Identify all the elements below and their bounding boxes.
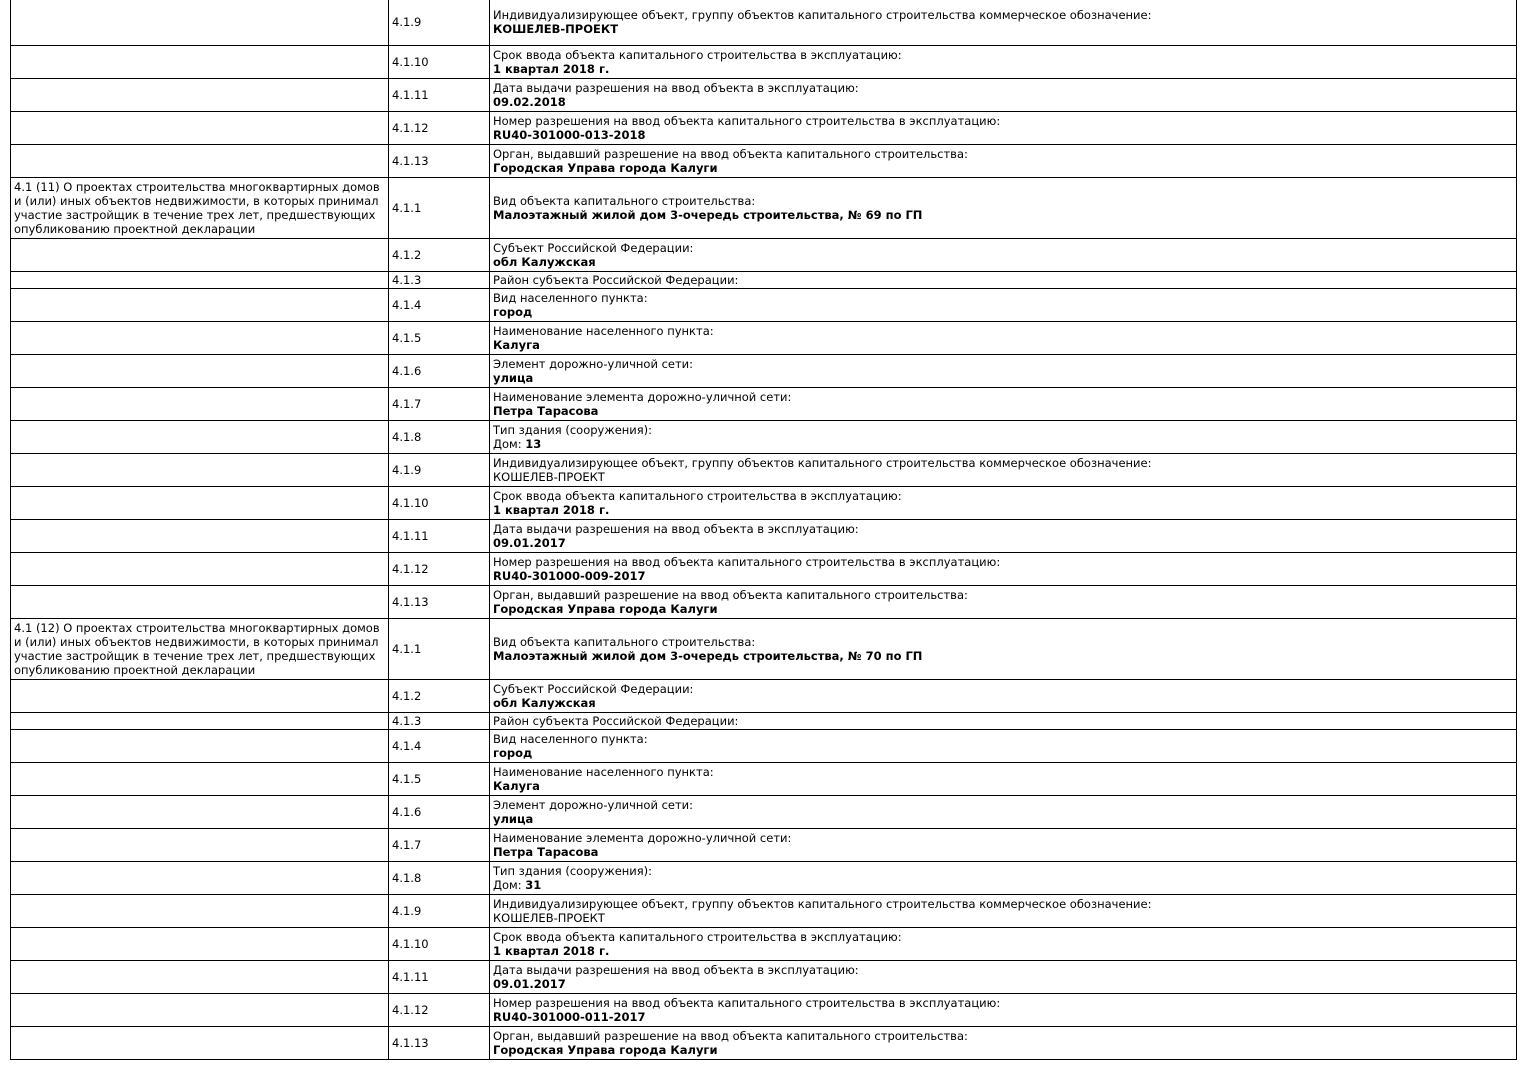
item-code-cell: 4.1.13 <box>389 1026 490 1059</box>
field-value-text: Малоэтажный жилой дом 3-очередь строительства, № 70 по ГП <box>493 648 923 663</box>
table-row <box>11 177 1517 238</box>
section-description-cell <box>11 993 389 1026</box>
table-row <box>11 1026 1517 1059</box>
field-cell <box>490 1026 1517 1059</box>
field-cell <box>490 519 1517 552</box>
table-row <box>11 78 1517 111</box>
item-code-cell: 4.1.13 <box>389 585 490 618</box>
field-value-prefix: Дом: <box>493 436 526 451</box>
field-value <box>493 161 1513 175</box>
table-row <box>11 271 1517 288</box>
item-code-cell: 4.1.4 <box>389 288 490 321</box>
field-value <box>493 746 1513 760</box>
table-row <box>11 618 1517 679</box>
item-code-cell: 4.1.10 <box>389 45 490 78</box>
field-value-text: улица <box>493 370 534 385</box>
field-label: Элемент дорожно-уличной сети: <box>493 797 694 812</box>
field-value-text: 1 квартал 2018 г. <box>493 502 610 517</box>
section-description-cell <box>11 519 389 552</box>
field-label: Номер разрешения на ввод объекта капитального строительства в эксплуатацию: <box>493 554 1001 569</box>
field-cell <box>490 861 1517 894</box>
field-value <box>493 437 1513 451</box>
item-code-cell: 4.1.9 <box>389 894 490 927</box>
field-cell <box>490 552 1517 585</box>
field-value <box>493 944 1513 958</box>
section-description-cell <box>11 288 389 321</box>
field-cell <box>490 288 1517 321</box>
field-value <box>493 536 1513 550</box>
field-label: Наименование населенного пункта: <box>493 323 714 338</box>
field-label: Вид объекта капитального строительства: <box>493 634 756 649</box>
table-row <box>11 795 1517 828</box>
field-label: Срок ввода объекта капитального строительства в эксплуатацию: <box>493 488 902 503</box>
field-value-text: Петра Тарасова <box>493 403 599 418</box>
section-description-cell <box>11 0 389 45</box>
table-row <box>11 111 1517 144</box>
declaration-table-body <box>11 0 1517 1059</box>
table-row <box>11 144 1517 177</box>
field-value-text: RU40-301000-011-2017 <box>493 1009 646 1024</box>
field-value-text: Городская Управа города Калуги <box>493 1042 718 1057</box>
field-cell <box>490 271 1517 288</box>
field-label: Дата выдачи разрешения на ввод объекта в эксплуатацию: <box>493 962 859 977</box>
table-row <box>11 894 1517 927</box>
field-cell <box>490 177 1517 238</box>
field-cell <box>490 729 1517 762</box>
item-code-cell: 4.1.10 <box>389 927 490 960</box>
field-value-text: RU40-301000-013-2018 <box>493 127 646 142</box>
field-cell <box>490 321 1517 354</box>
section-description-cell <box>11 354 389 387</box>
field-value-text: КОШЕЛЕВ-ПРОЕКТ <box>493 469 605 484</box>
field-label: Орган, выдавший разрешение на ввод объекта капитального строительства: <box>493 587 968 602</box>
section-description-cell <box>11 78 389 111</box>
field-label: Дата выдачи разрешения на ввод объекта в эксплуатацию: <box>493 521 859 536</box>
section-description-cell: 4.1 (12) О проектах строительства многоквартирных домов и (или) иных объектов недвижимости, в которых принимал участие застройщик в течение трех лет, предшествующих опубликованию проектной декларации <box>11 618 389 679</box>
field-label: Наименование населенного пункта: <box>493 764 714 779</box>
section-description-cell <box>11 729 389 762</box>
field-label: Район субъекта Российской Федерации: <box>493 272 739 287</box>
field-label: Субъект Российской Федерации: <box>493 240 694 255</box>
field-value-text: 1 квартал 2018 г. <box>493 61 610 76</box>
field-value <box>493 1010 1513 1024</box>
section-description-cell <box>11 111 389 144</box>
item-code-cell: 4.1.2 <box>389 679 490 712</box>
field-value <box>493 338 1513 352</box>
item-code-cell: 4.1.3 <box>389 712 490 729</box>
table-row <box>11 453 1517 486</box>
item-code-cell: 4.1.5 <box>389 762 490 795</box>
field-label: Район субъекта Российской Федерации: <box>493 713 739 728</box>
field-label: Наименование элемента дорожно-уличной сети: <box>493 389 792 404</box>
field-cell <box>490 387 1517 420</box>
field-label: Вид населенного пункта: <box>493 731 648 746</box>
field-value <box>493 404 1513 418</box>
field-value-text: 09.01.2017 <box>493 535 566 550</box>
field-label: Тип здания (сооружения): <box>493 863 653 878</box>
item-code-cell: 4.1.3 <box>389 271 490 288</box>
item-code-cell: 4.1.4 <box>389 729 490 762</box>
item-code-cell: 4.1.13 <box>389 144 490 177</box>
section-description-cell <box>11 321 389 354</box>
field-value <box>493 208 1513 222</box>
item-code-cell: 4.1.1 <box>389 618 490 679</box>
item-code-cell: 4.1.7 <box>389 828 490 861</box>
table-row <box>11 960 1517 993</box>
table-row <box>11 828 1517 861</box>
field-cell <box>490 0 1517 45</box>
field-value <box>493 255 1513 269</box>
field-value <box>493 602 1513 616</box>
field-value-text: 09.01.2017 <box>493 976 566 991</box>
table-row <box>11 238 1517 271</box>
table-row <box>11 712 1517 729</box>
table-row <box>11 321 1517 354</box>
table-row <box>11 679 1517 712</box>
field-label: Орган, выдавший разрешение на ввод объекта капитального строительства: <box>493 146 968 161</box>
section-description-cell <box>11 420 389 453</box>
field-value-text: обл Калужская <box>493 254 596 269</box>
table-row <box>11 927 1517 960</box>
field-cell <box>490 453 1517 486</box>
table-row <box>11 387 1517 420</box>
field-value-text: обл Калужская <box>493 695 596 710</box>
section-description-cell <box>11 486 389 519</box>
field-value <box>493 1043 1513 1057</box>
section-description-cell <box>11 894 389 927</box>
field-cell <box>490 111 1517 144</box>
field-value <box>493 977 1513 991</box>
field-label: Срок ввода объекта капитального строительства в эксплуатацию: <box>493 47 902 62</box>
table-row <box>11 993 1517 1026</box>
field-value <box>493 779 1513 793</box>
section-description-cell <box>11 927 389 960</box>
field-value-text: Городская Управа города Калуги <box>493 601 718 616</box>
field-label: Орган, выдавший разрешение на ввод объекта капитального строительства: <box>493 1028 968 1043</box>
section-description-cell <box>11 762 389 795</box>
field-label: Индивидуализирующее объект, группу объектов капитального строительства коммерческое обозначение: <box>493 8 1152 23</box>
field-label: Индивидуализирующее объект, группу объектов капитального строительства коммерческое обозначение: <box>493 455 1152 470</box>
field-label: Номер разрешения на ввод объекта капитального строительства в эксплуатацию: <box>493 113 1001 128</box>
field-value-prefix: Дом: <box>493 877 526 892</box>
item-code-cell: 4.1.7 <box>389 387 490 420</box>
field-value <box>493 305 1513 319</box>
section-description-cell <box>11 271 389 288</box>
field-label: Элемент дорожно-уличной сети: <box>493 356 694 371</box>
section-description-cell <box>11 1026 389 1059</box>
field-value <box>493 371 1513 385</box>
field-value-text: Калуга <box>493 778 540 793</box>
field-value-text: КОШЕЛЕВ-ПРОЕКТ <box>493 910 605 925</box>
table-row <box>11 45 1517 78</box>
item-code-cell: 4.1.9 <box>389 453 490 486</box>
item-code-cell: 4.1.8 <box>389 420 490 453</box>
section-description-cell <box>11 828 389 861</box>
item-code-cell: 4.1.5 <box>389 321 490 354</box>
item-code-cell: 4.1.2 <box>389 238 490 271</box>
field-cell <box>490 618 1517 679</box>
section-description-cell <box>11 453 389 486</box>
item-code-cell: 4.1.11 <box>389 960 490 993</box>
field-value <box>493 62 1513 76</box>
field-value-text: Калуга <box>493 337 540 352</box>
field-value-text: город <box>493 745 533 760</box>
section-description-cell <box>11 387 389 420</box>
field-value-text: Петра Тарасова <box>493 844 599 859</box>
item-code-cell: 4.1.1 <box>389 177 490 238</box>
field-value-text: город <box>493 304 533 319</box>
field-value-text: Малоэтажный жилой дом 3-очередь строительства, № 69 по ГП <box>493 207 923 222</box>
field-cell <box>490 960 1517 993</box>
field-value <box>493 845 1513 859</box>
field-value-text: 09.02.2018 <box>493 94 566 109</box>
section-description-cell <box>11 238 389 271</box>
field-cell <box>490 762 1517 795</box>
field-cell <box>490 712 1517 729</box>
table-row <box>11 519 1517 552</box>
declaration-table <box>10 0 1517 1060</box>
table-row <box>11 585 1517 618</box>
field-value <box>493 470 1513 484</box>
field-label: Вид объекта капитального строительства: <box>493 193 756 208</box>
item-code-cell: 4.1.6 <box>389 795 490 828</box>
field-value-text: КОШЕЛЕВ-ПРОЕКТ <box>493 22 619 37</box>
field-label: Срок ввода объекта капитального строительства в эксплуатацию: <box>493 929 902 944</box>
item-code-cell: 4.1.8 <box>389 861 490 894</box>
table-row <box>11 486 1517 519</box>
field-value-text: 1 квартал 2018 г. <box>493 943 610 958</box>
field-cell <box>490 679 1517 712</box>
field-label: Наименование элемента дорожно-уличной сети: <box>493 830 792 845</box>
field-cell <box>490 993 1517 1026</box>
section-description-cell <box>11 795 389 828</box>
field-value <box>493 128 1513 142</box>
section-description-cell <box>11 144 389 177</box>
table-row <box>11 420 1517 453</box>
field-value-text: 31 <box>525 877 542 892</box>
field-value <box>493 569 1513 583</box>
table-row <box>11 552 1517 585</box>
table-row <box>11 762 1517 795</box>
field-cell <box>490 354 1517 387</box>
field-cell <box>490 795 1517 828</box>
item-code-cell: 4.1.10 <box>389 486 490 519</box>
item-code-cell: 4.1.12 <box>389 111 490 144</box>
table-row <box>11 0 1517 45</box>
field-value <box>493 696 1513 710</box>
section-description-cell <box>11 585 389 618</box>
field-cell <box>490 486 1517 519</box>
field-label: Дата выдачи разрешения на ввод объекта в эксплуатацию: <box>493 80 859 95</box>
field-cell <box>490 45 1517 78</box>
field-value <box>493 812 1513 826</box>
field-cell <box>490 238 1517 271</box>
field-cell <box>490 894 1517 927</box>
section-description-cell <box>11 45 389 78</box>
field-value <box>493 878 1513 892</box>
field-cell <box>490 420 1517 453</box>
field-value-text: 13 <box>525 436 542 451</box>
field-cell <box>490 927 1517 960</box>
field-label: Вид населенного пункта: <box>493 290 648 305</box>
section-description-cell: 4.1 (11) О проектах строительства многоквартирных домов и (или) иных объектов недвижимости, в которых принимал участие застройщик в течение трех лет, предшествующих опубликованию проектной декларации <box>11 177 389 238</box>
field-label: Субъект Российской Федерации: <box>493 681 694 696</box>
field-value <box>493 649 1513 663</box>
field-cell <box>490 144 1517 177</box>
field-value <box>493 22 1513 36</box>
field-cell <box>490 828 1517 861</box>
field-value-text: улица <box>493 811 534 826</box>
table-row <box>11 354 1517 387</box>
item-code-cell: 4.1.9 <box>389 0 490 45</box>
field-label: Номер разрешения на ввод объекта капитального строительства в эксплуатацию: <box>493 995 1001 1010</box>
field-label: Тип здания (сооружения): <box>493 422 653 437</box>
field-cell <box>490 78 1517 111</box>
table-row <box>11 861 1517 894</box>
section-description-cell <box>11 712 389 729</box>
table-row <box>11 729 1517 762</box>
section-description-cell <box>11 960 389 993</box>
field-value-text: RU40-301000-009-2017 <box>493 568 646 583</box>
field-label: Индивидуализирующее объект, группу объектов капитального строительства коммерческое обозначение: <box>493 896 1152 911</box>
section-description-cell <box>11 679 389 712</box>
field-value <box>493 911 1513 925</box>
item-code-cell: 4.1.6 <box>389 354 490 387</box>
item-code-cell: 4.1.12 <box>389 993 490 1026</box>
field-cell <box>490 585 1517 618</box>
item-code-cell: 4.1.12 <box>389 552 490 585</box>
section-description-cell <box>11 861 389 894</box>
field-value-text: Городская Управа города Калуги <box>493 160 718 175</box>
field-value <box>493 95 1513 109</box>
section-description-cell <box>11 552 389 585</box>
table-row <box>11 288 1517 321</box>
item-code-cell: 4.1.11 <box>389 78 490 111</box>
field-value <box>493 503 1513 517</box>
item-code-cell: 4.1.11 <box>389 519 490 552</box>
